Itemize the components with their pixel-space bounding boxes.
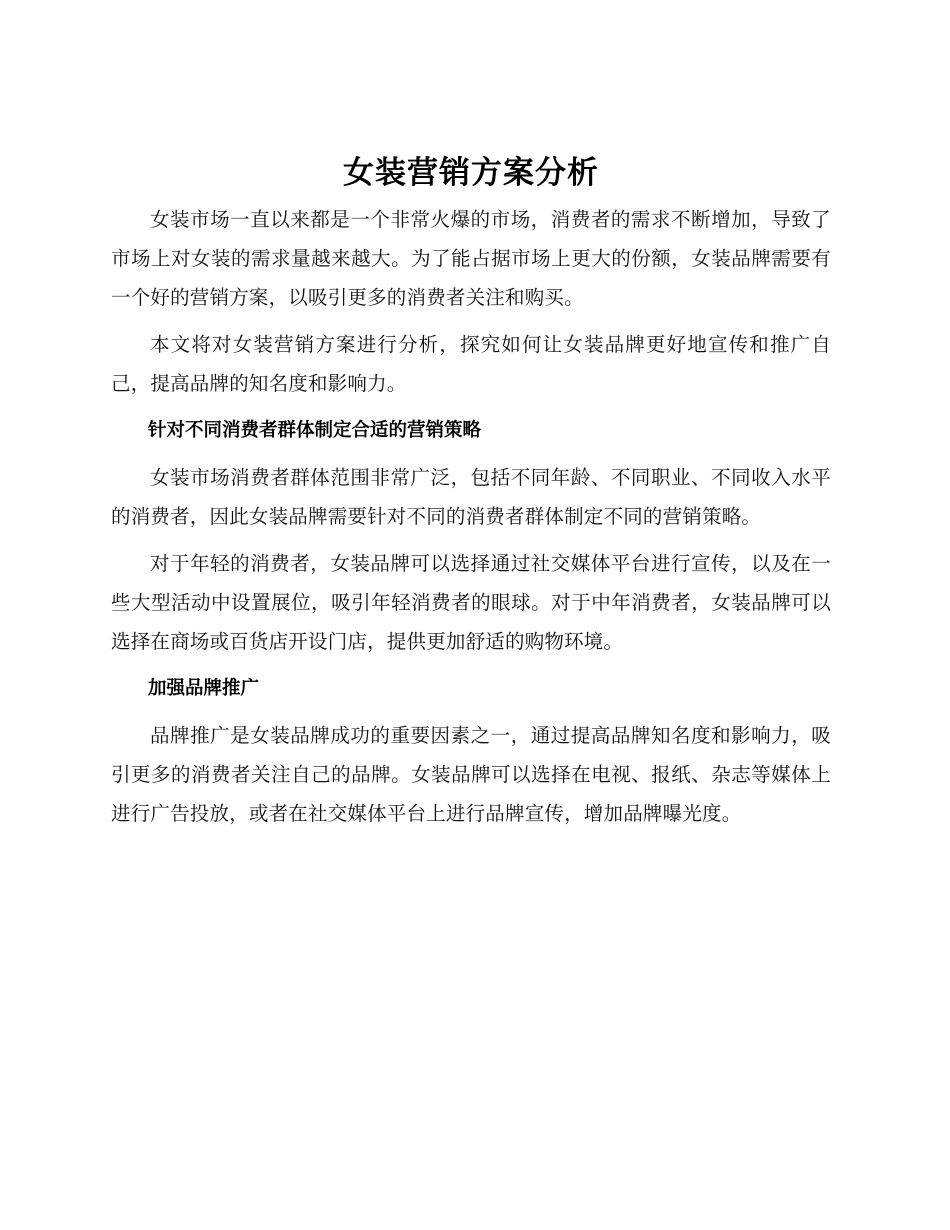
intro-paragraph-2: 本文将对女装营销方案进行分析，探究如何让女装品牌更好地宣传和推广自己，提高品牌的知名度和影响力。: [111, 333, 831, 395]
section-heading-brand-promotion: 加强品牌推广: [148, 678, 260, 699]
section-heading-strategy: 针对不同消费者群体制定合适的营销策略: [148, 420, 482, 441]
section-2-paragraph-1: 品牌推广是女装品牌成功的重要因素之一，通过提高品牌知名度和影响力，吸引更多的消费者关注自己的品牌。女装品牌可以选择在电视、报纸、杂志等媒体上进行广告投放，或者在社交媒体平台上进行品牌宣传，增加品牌曝光度。: [111, 724, 831, 825]
section-1-paragraph-1: 女装市场消费者群体范围非常广泛，包括不同年龄、不同职业、不同收入水平的消费者，因此女装品牌需要针对不同的消费者群体制定不同的营销策略。: [111, 466, 831, 528]
section-1-paragraph-2: 对于年轻的消费者，女装品牌可以选择通过社交媒体平台进行宣传，以及在一些大型活动中设置展位，吸引年轻消费者的眼球。对于中年消费者，女装品牌可以选择在商场或百货店开设门店，提供更加舒适的购物环境。: [111, 552, 831, 653]
document-title: 女装营销方案分析: [343, 155, 599, 191]
intro-paragraph-1: 女装市场一直以来都是一个非常火爆的市场，消费者的需求不断增加，导致了市场上对女装的需求量越来越大。为了能占据市场上更大的份额，女装品牌需要有一个好的营销方案，以吸引更多的消费者关注和购买。: [111, 208, 831, 309]
document-page: [111, 152, 831, 833]
